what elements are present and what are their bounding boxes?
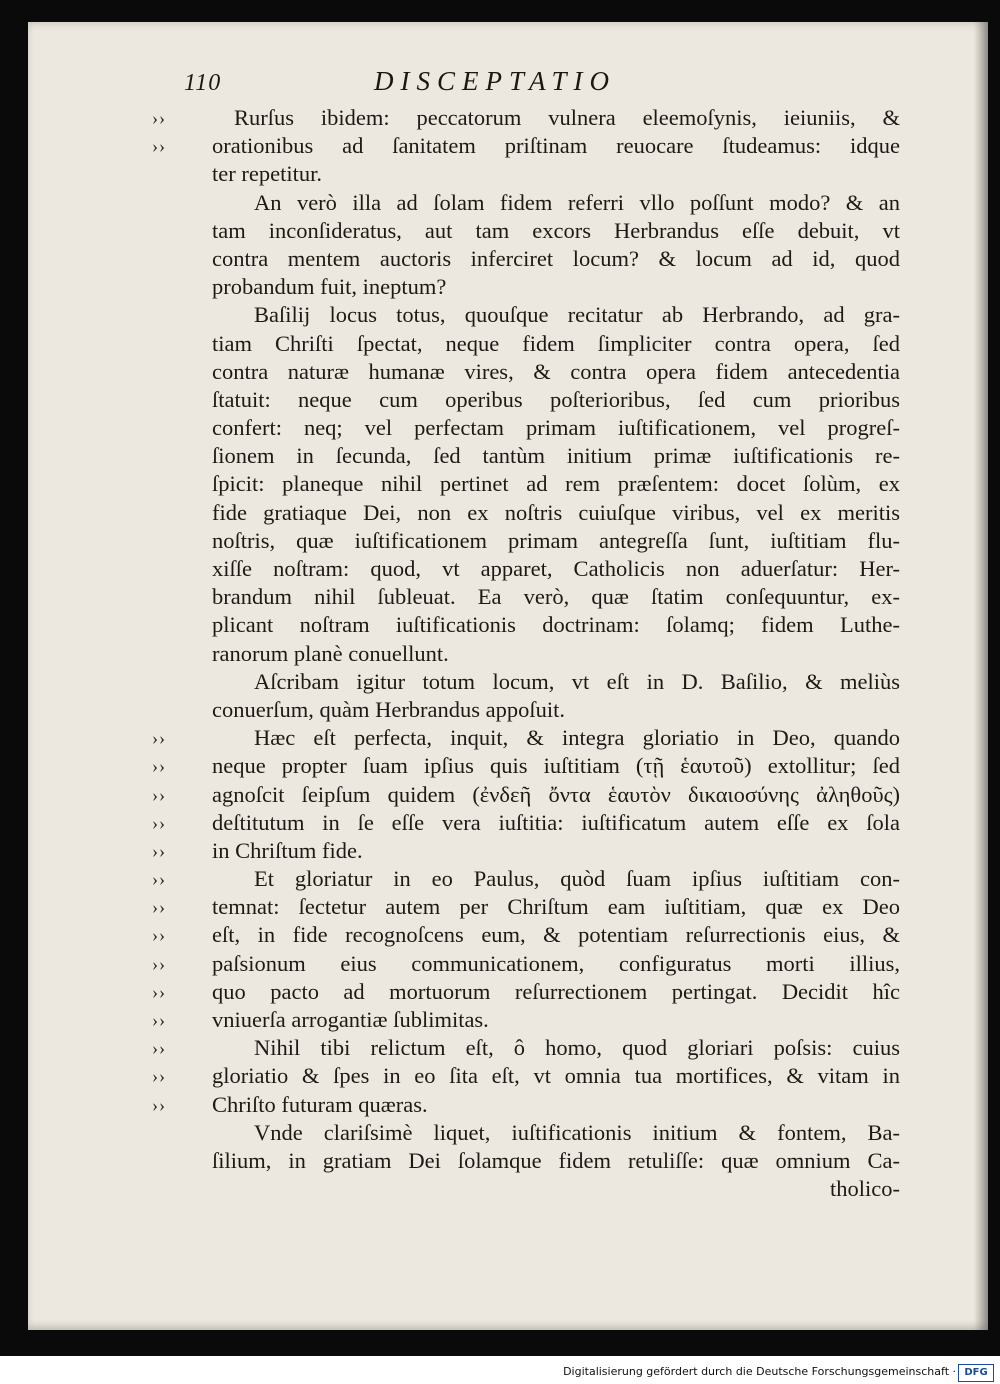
- quotation-marker: ››: [152, 840, 166, 861]
- text-line: [152, 104, 902, 132]
- text-line: [152, 442, 902, 470]
- text-line: [152, 583, 902, 611]
- quotation-marker: ››: [152, 1066, 166, 1087]
- text-line: [152, 386, 902, 414]
- text-line: [152, 809, 902, 837]
- quotation-marker: ››: [152, 136, 166, 157]
- line-text: plicant noſtram iuſtificationis doctrinam: ſolamq; fidem Luthe-: [212, 612, 900, 638]
- line-text: brandum nihil ſubleuat. Ea verò, quæ ſtatim conſequuntur, ex-: [212, 584, 900, 610]
- text-line: [152, 1175, 902, 1203]
- text-line: [152, 330, 902, 358]
- text-line: [152, 470, 902, 498]
- line-text: Chriſto futuram quæras.: [212, 1091, 428, 1117]
- line-text: tam inconſideratus, aut tam excors Herbrandus eſſe debuit, vt: [212, 217, 900, 243]
- line-text: neque propter ſuam ipſius quis iuſtitiam (τῇ ἑαυτοῦ) extollitur; ſed: [212, 753, 900, 779]
- text-line: [152, 696, 902, 724]
- line-text: probandum fuit, ineptum?: [212, 274, 447, 300]
- text-line: [152, 301, 902, 329]
- text-line: [152, 1062, 902, 1090]
- text-line: [152, 752, 902, 780]
- quotation-marker: ››: [152, 812, 166, 833]
- line-text: ranorum planè conuellunt.: [212, 640, 449, 666]
- quotation-marker: ››: [152, 953, 166, 974]
- quotation-marker: ››: [152, 925, 166, 946]
- line-text: fide gratiaque Dei, non ex noſtris cuiuſque viribus, vel ex meritis: [212, 499, 900, 525]
- quotation-marker: ››: [152, 756, 166, 777]
- line-text: tholico-: [830, 1176, 900, 1202]
- line-text: xiſſe noſtram: quod, vt apparet, Catholicis non aduerſatur: Her-: [212, 556, 900, 581]
- line-text: Et gloriatur in eo Paulus, quòd ſuam ipſius iuſtitiam con-: [254, 866, 900, 892]
- text-line: [152, 160, 902, 188]
- line-text: conuerſum, quàm Herbrandus appoſuit.: [212, 696, 566, 722]
- text-line: [152, 865, 902, 893]
- line-text: vniuerſa arrogantiæ ſublimitas.: [212, 1007, 489, 1032]
- quotation-marker: ››: [152, 897, 166, 918]
- running-title: DISCEPTATIO: [374, 66, 616, 96]
- text-line: [152, 950, 902, 978]
- text-line: [152, 273, 902, 301]
- text-line: [152, 414, 902, 442]
- text-line: [152, 781, 902, 809]
- line-text: eſt, in fide recognoſcens eum, & potentiam reſurrectionis eius, &: [212, 922, 900, 948]
- text-line: [152, 611, 902, 639]
- body-text: [152, 104, 902, 1203]
- line-text: contra mentem auctoris inferciret locum? & locum ad id, quod: [212, 245, 900, 271]
- line-text: Rurſus ibidem: peccatorum vulnera eleemoſynis, ieiuniis, &: [234, 105, 900, 130]
- page-number: 110: [184, 70, 222, 96]
- quotation-marker: ››: [152, 1010, 166, 1030]
- line-text: ſtatuit: neque cum operibus poſterioribus, ſed cum prioribus: [212, 386, 900, 412]
- line-text: confert: neq; vel perfectam primam iuſtificationem, vel progreſ-: [212, 415, 900, 441]
- text-line: [152, 668, 902, 696]
- dfg-logo: DFG: [958, 1364, 994, 1382]
- line-text: temnat: ſectetur autem per Chriſtum eam iuſtitiam, quæ ex Deo: [212, 894, 900, 920]
- line-text: ſpicit: planeque nihil pertinet ad rem præſentem: docet ſolùm, ex: [212, 471, 900, 497]
- line-text: An verò illa ad ſolam fidem referri vllo poſſunt modo? & an: [254, 189, 900, 215]
- quotation-marker: ››: [152, 1094, 166, 1115]
- line-text: Baſilij locus totus, quouſque recitatur ab Herbrando, ad gra-: [254, 302, 900, 328]
- line-text: ter repetitur.: [212, 161, 322, 187]
- line-text: tiam Chriſti ſpectat, neque fidem ſimpliciter contra opera, ſed: [212, 330, 900, 356]
- quotation-marker: ››: [152, 728, 166, 749]
- funding-credit: Digitalisierung gefördert durch die Deutsche Forschungsgemeinschaft ·: [563, 1365, 956, 1378]
- quotation-marker: ››: [152, 1038, 166, 1059]
- footer-bar: [0, 1362, 1000, 1384]
- line-text: Aſcribam igitur totum locum, vt eſt in D. Baſilio, & meliùs: [254, 668, 900, 694]
- line-text: Hæc eſt perfecta, inquit, & integra gloriatio in Deo, quando: [254, 725, 900, 751]
- text-line: [152, 724, 902, 752]
- text-line: [152, 640, 902, 668]
- text-line: [152, 358, 902, 386]
- line-text: paſsionum eius communicationem, configuratus morti illius,: [212, 950, 900, 976]
- text-line: [152, 978, 902, 1006]
- text-line: [152, 527, 902, 555]
- text-line: [152, 217, 902, 245]
- text-line: [152, 1034, 902, 1062]
- quotation-marker: ››: [152, 108, 166, 128]
- line-text: contra naturæ humanæ vires, & contra opera fidem antecedentia: [212, 358, 900, 384]
- text-line: [152, 1006, 902, 1034]
- page-edge-shadow: [974, 22, 988, 1330]
- text-line: [152, 1091, 902, 1119]
- quotation-marker: ››: [152, 784, 166, 805]
- line-text: in Chriſtum fide.: [212, 837, 363, 863]
- line-text: ſilium, in gratiam Dei ſolamque fidem retuliſſe: quæ omnium Ca-: [212, 1147, 900, 1173]
- quotation-marker: ››: [152, 981, 166, 1002]
- page-header: [184, 66, 704, 106]
- line-text: ſionem in ſecunda, ſed tantùm initium primæ iuſtificationis re-: [212, 443, 900, 469]
- line-text: agnoſcit ſeipſum quidem (ἐνδεῆ ὄντα ἑαυτὸν δικαιοσύνης ἀληθοῦς): [212, 781, 900, 807]
- line-text: Vnde clariſsimè liquet, iuſtificationis initium & fontem, Ba-: [254, 1119, 900, 1145]
- text-line: [152, 893, 902, 921]
- text-line: [152, 837, 902, 865]
- text-line: [152, 1119, 902, 1147]
- line-text: Nihil tibi relictum eſt, ô homo, quod gloriari poſsis: cuius: [254, 1035, 900, 1061]
- line-text: noſtris, quæ iuſtificationem primam antegreſſa ſunt, iuſtitiam flu-: [212, 527, 900, 553]
- text-line: [152, 189, 902, 217]
- text-line: [152, 555, 902, 583]
- text-line: [152, 921, 902, 949]
- text-line: [152, 499, 902, 527]
- text-line: [152, 1147, 902, 1175]
- quotation-marker: ››: [152, 869, 166, 890]
- line-text: deſtitutum in ſe eſſe vera iuſtitia: iuſtificatum autem eſſe ex ſola: [212, 809, 900, 835]
- line-text: quo pacto ad mortuorum reſurrectionem pertingat. Decidit hîc: [212, 978, 900, 1004]
- text-line: [152, 132, 902, 160]
- line-text: gloriatio & ſpes in eo ſita eſt, vt omnia tua mortifices, & vitam in: [212, 1063, 900, 1089]
- text-line: [152, 245, 902, 273]
- line-text: orationibus ad ſanitatem priſtinam reuocare ſtudeamus: idque: [212, 133, 900, 159]
